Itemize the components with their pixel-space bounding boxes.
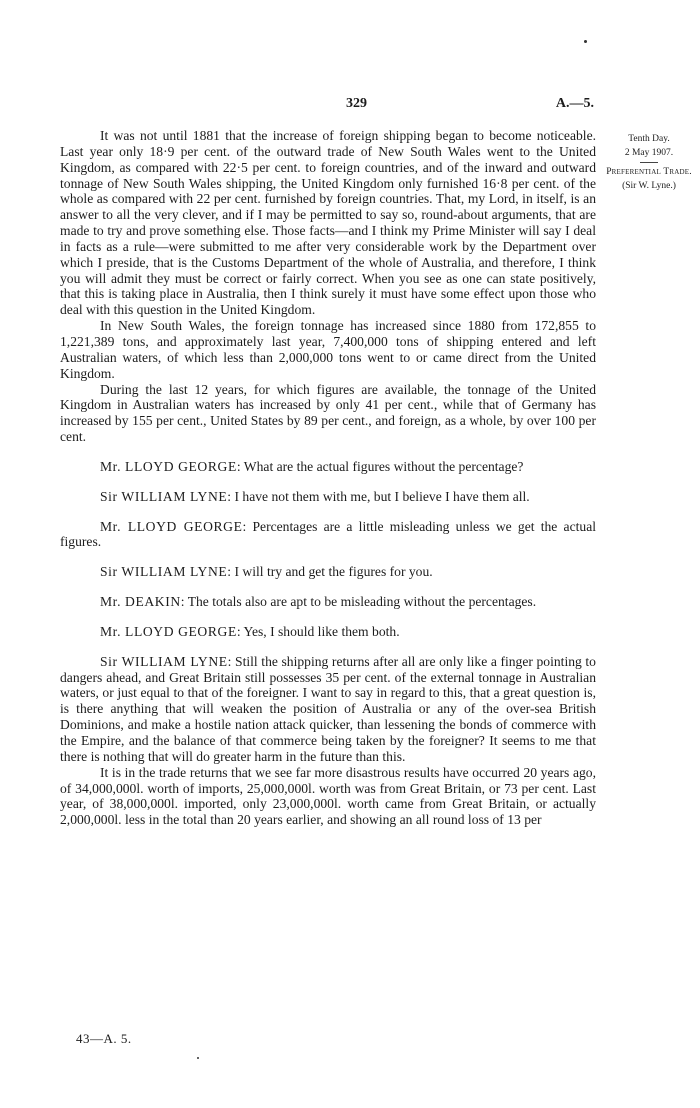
paragraph bbox=[60, 765, 596, 828]
margin-topic: Preferential Trade. bbox=[606, 167, 692, 177]
margin-speaker: (Sir W. Lyne.) bbox=[622, 180, 676, 191]
speech-paragraph: Sir WILLIAM LYNE: I have not them with me, but I believe I have them all. bbox=[100, 488, 530, 504]
speech-text: Still the shipping returns after all are only like a finger pointing to dangers ahead, and Great Britain still possesses 35 per cent. of the external tonnage in Australian waters, or just equal to that of the foreigner. I want to say in regard to this, that a great question is, is there anything that will weaken the position of Australia or any of the over-sea British Dominions, and make a hostile nation attack quicker, than lessening the bonds of commerce with the Empire, and the balance of that commerce being taken by the foreigner? It seems to me that there is nothing that will do greater harm in the future than this. bbox=[60, 653, 596, 764]
speech-paragraph: Sir WILLIAM LYNE: I will try and get the figures for you. bbox=[100, 564, 433, 580]
speech-text: I have not them with me, but I believe I have them all. bbox=[234, 488, 530, 504]
speaker-name: Mr. LLOYD GEORGE bbox=[100, 518, 243, 534]
speaker-name: Sir WILLIAM LYNE bbox=[100, 564, 228, 580]
print-speck bbox=[584, 40, 587, 43]
document-reference: A.—5. bbox=[555, 96, 594, 111]
speaker-name: Mr. LLOYD GEORGE bbox=[100, 623, 237, 639]
paragraph bbox=[60, 382, 596, 445]
paragraph bbox=[60, 318, 596, 381]
speech-text: Percentages are a little misleading unless we get the actual figures. bbox=[60, 518, 597, 550]
speech-text: I will try and get the figures for you. bbox=[234, 564, 433, 580]
print-speck bbox=[197, 1057, 199, 1059]
paragraph-text: During the last 12 years, for which figures are available, the tonnage of the United Kingdom in Australian waters has increased by only 41 per cent., while that of Germany has increased by 155 per cent., United States by 89 per cent., and foreign, as a whole, by over 100 per cent. bbox=[60, 381, 596, 445]
signature-mark: 43—A. 5. bbox=[76, 1031, 132, 1046]
paragraph-text: In New South Wales, the foreign tonnage has increased since 1880 from 172,855 to 1,221,389 tons, and approximately last year, 7,400,000 tons of shipping entered and left Australian waters, of which less than 2,000,000 tons went to or came direct from the United Kingdom. bbox=[60, 318, 596, 381]
page-number: 329 bbox=[346, 96, 367, 111]
speech-paragraph: Sir WILLIAM LYNE: Still the shipping returns after all are only like a finger pointing to dangers ahead, and Great Britain still possesses 35 per cent. of the external tonnage in Australian waters, or just equal to that of the foreigner. I want to say in regard to this, that a great question is, is there anything that will weaken the position of Australia or any of the over-sea British Dominions, and make a hostile nation attack quicker, than lessening the bonds of commerce with the Empire, and the balance of that commerce being taken by the foreigner? It seems to me that there is nothing that will do greater harm in the future than this. bbox=[60, 653, 596, 764]
speaker-name: Mr. LLOYD GEORGE bbox=[100, 458, 237, 474]
speech-text: The totals also are apt to be misleading without the percentages. bbox=[187, 594, 537, 610]
speaker-name: Mr. DEAKIN bbox=[100, 594, 181, 610]
speaker-name: Sir WILLIAM LYNE bbox=[100, 653, 228, 669]
body-text bbox=[60, 128, 596, 828]
paragraph-text: It was not until 1881 that the increase of foreign shipping began to become noticeable. Last year only 18·9 per cent. of the outward trade of New South Wales went to the United Kingdom, as compared with 22·5 per cent. to foreign countries, and of the inward and outward tonnage of New South Wales shipping, the United Kingdom only furnished 16·8 per cent. of the whole as compared with 22 per cent. furnished by foreign countries. That, my Lord, in itself, is an answer to all the very clever, and if I may be permitted to say so, round-about arguments, that are made to try and prove something else. Those facts—and I think my Prime Minister will say I deal in facts as a rule—were submitted to me after very considerable work by the Department over which I preside, that is the Customs Department of the whole of Australia, and therefore, I think you will admit they must be correct or fairly correct. When you see as one can state positively, that this is taking place in Australia, then I think surely it must have some effect upon those who deal with this question in the United Kingdom. bbox=[60, 128, 596, 318]
speech-paragraph: Mr. DEAKIN: The totals also are apt to be misleading without the percentages. bbox=[100, 594, 537, 610]
speech-paragraph: Mr. LLOYD GEORGE: What are the actual figures without the percentage? bbox=[100, 458, 524, 474]
margin-divider bbox=[640, 162, 658, 163]
speech-paragraph: Mr. LLOYD GEORGE: Percentages are a little misleading unless we get the actual figures. bbox=[60, 518, 597, 550]
paragraph bbox=[60, 128, 596, 318]
margin-day: Tenth Day. bbox=[628, 134, 670, 144]
margin-date: 2 May 1907. bbox=[624, 147, 674, 158]
margin-note bbox=[604, 133, 694, 193]
page-header bbox=[60, 96, 600, 116]
speech-text: What are the actual figures without the percentage? bbox=[243, 458, 524, 474]
paragraph-text: It is in the trade returns that we see far more disastrous results have occurred 20 years ago, of 34,000,000l. worth of imports, 25,000,000l. worth was from Great Britain, or 73 per cent. Last year, of 38,000,000l. imported, only 23,000,000l. worth came from Great Britain, or actually 2,000,000l. less in the total than 20 years earlier, and showing an all round loss of 13 per bbox=[60, 764, 596, 828]
speaker-name: Sir WILLIAM LYNE bbox=[100, 488, 228, 504]
speech-paragraph: Mr. LLOYD GEORGE: Yes, I should like them both. bbox=[100, 623, 400, 639]
speech-text: Yes, I should like them both. bbox=[243, 623, 400, 639]
